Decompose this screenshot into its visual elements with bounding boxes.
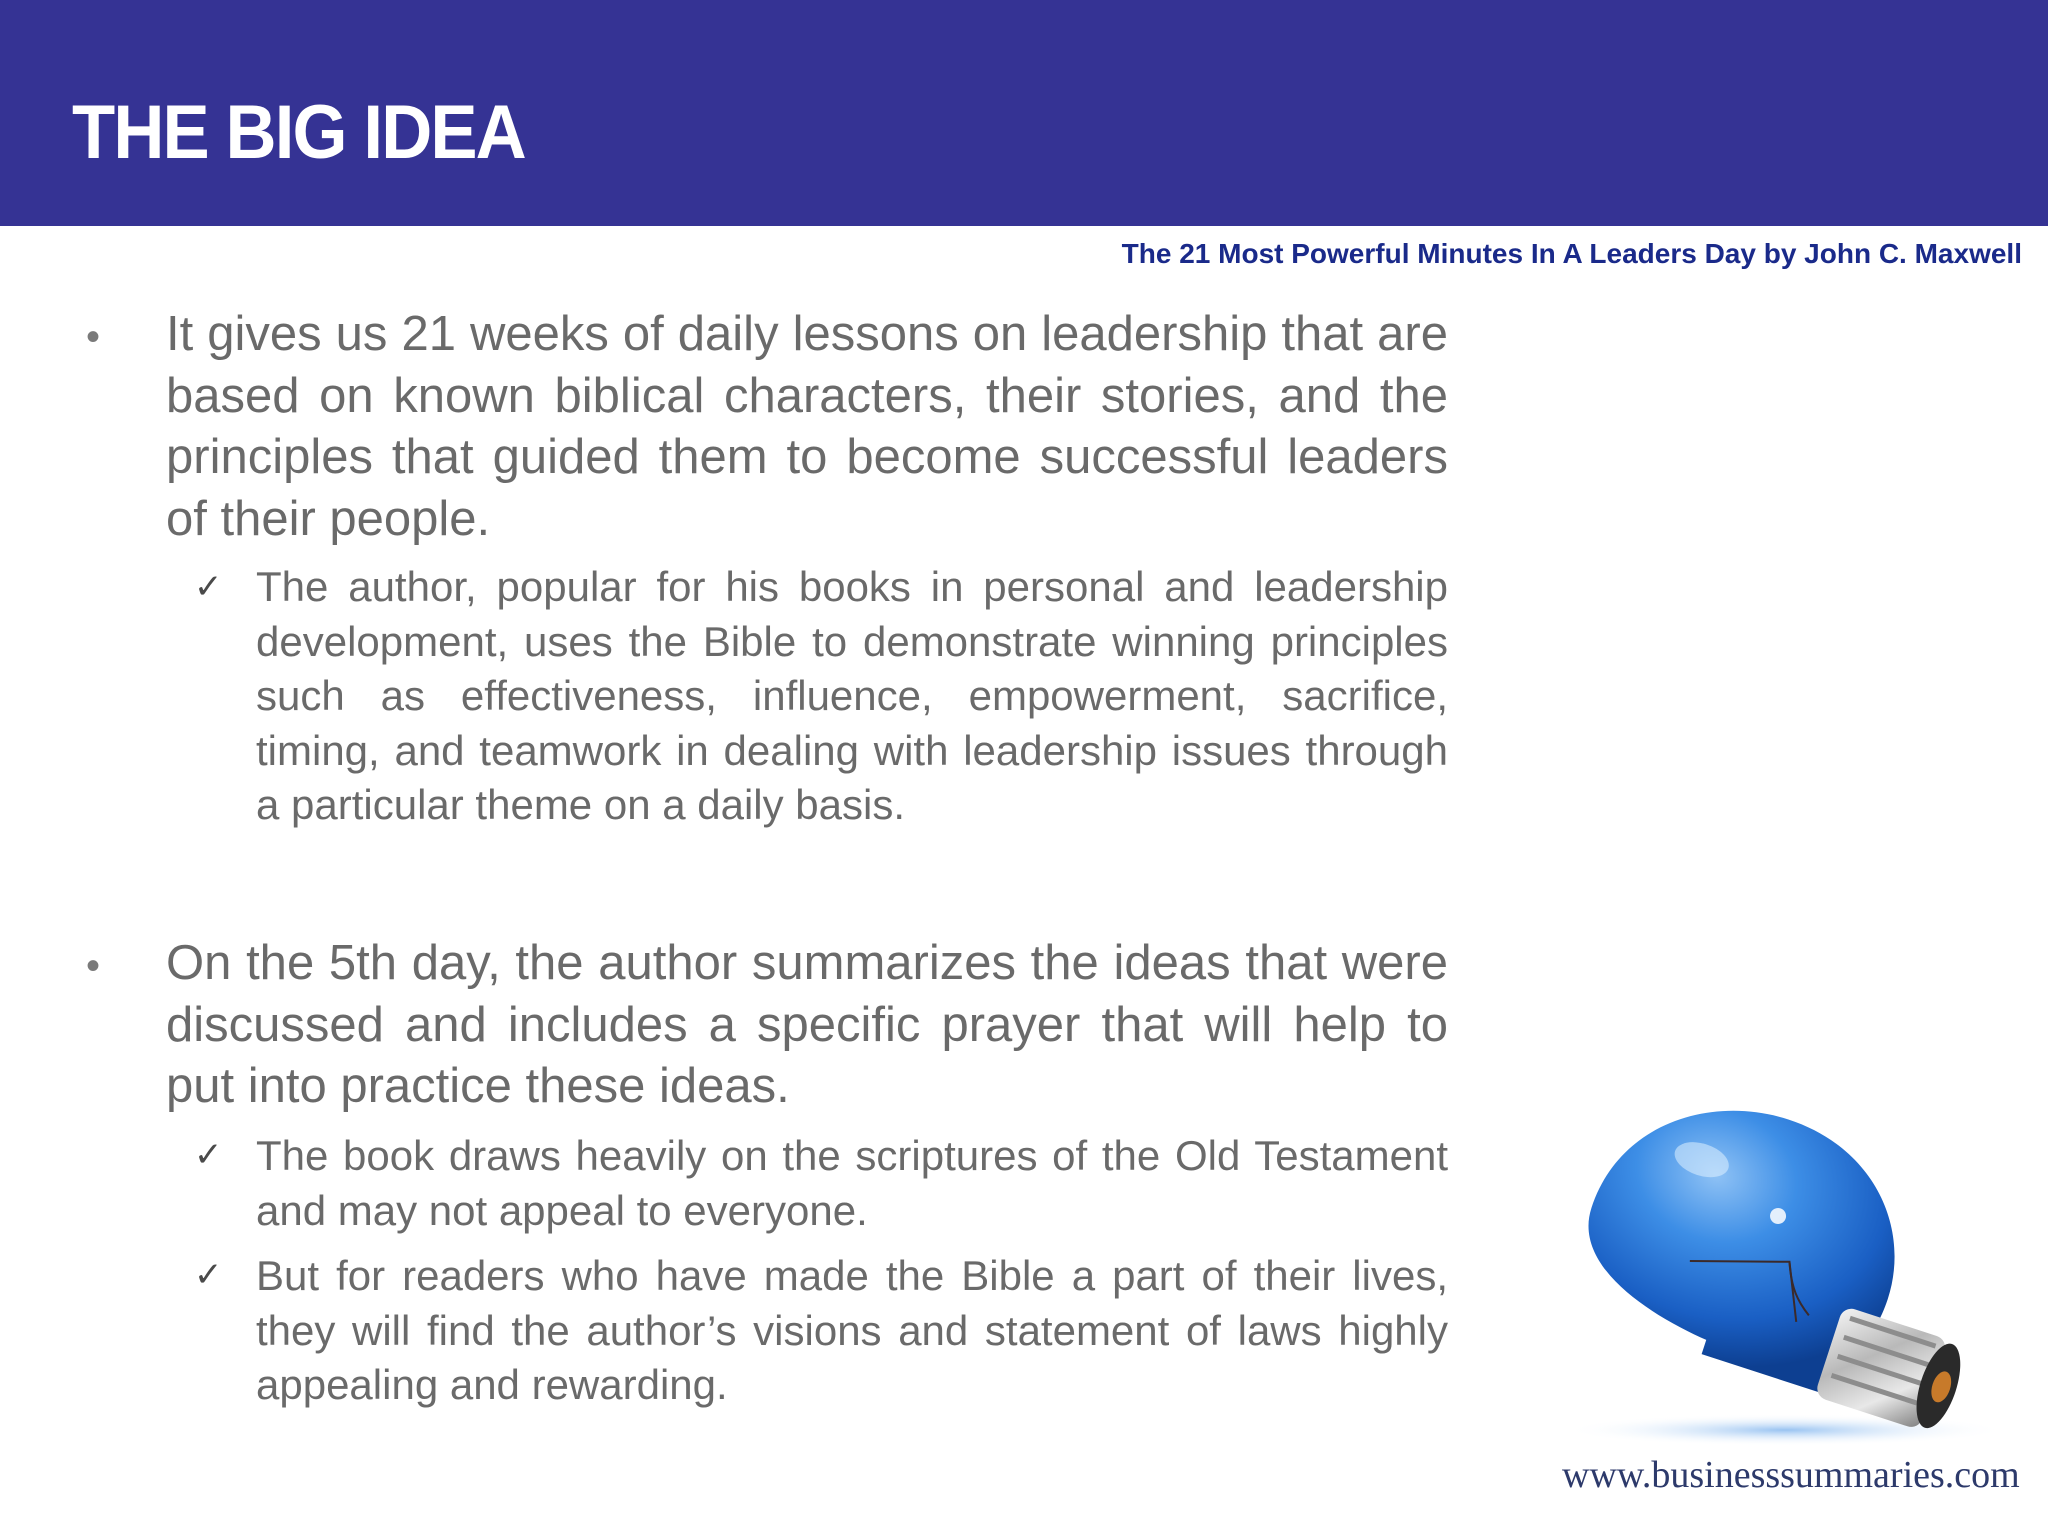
bullet-2-text: On the 5th day, the author summarizes the ideas that were discussed and includes a specific prayer that will help to put into practice these ideas. (166, 936, 1448, 1113)
bullet-1-subpoint-1: The author, popular for his books in personal and leadership development, uses the Bible to demonstrate winning principles such as effectiveness, influence, empowerment, sacrifice, timing, and teamwork in dealing with leadership issues through a particular theme on a daily basis. (256, 563, 1448, 828)
book-credit: The 21 Most Powerful Minutes In A Leaders Day by John C. Maxwell (1121, 238, 2022, 269)
bullet-1-text: It gives us 21 weeks of daily lessons on leadership that are based on known biblical characters, their stories, and the principles that guided them to become successful leaders of their people. (166, 307, 1448, 546)
bullet-2-subpoint-1: The book draws heavily on the scriptures of the Old Testament and may not appeal to everyone. (256, 1132, 1448, 1234)
check-marker: ✓ (194, 567, 223, 607)
light-bulb-icon (1540, 1100, 2030, 1450)
bullet-marker: • (86, 944, 101, 988)
website-url: www.businesssummaries.com (1562, 1454, 2020, 1496)
check-marker: ✓ (194, 1135, 223, 1175)
slide-title: THE BIG IDEA (72, 90, 525, 175)
check-marker: ✓ (194, 1255, 223, 1295)
bullet-marker: • (86, 315, 101, 359)
bullet-2-subpoint-2: But for readers who have made the Bible a part of their lives, they will find the author’s visions and statement of laws highly appealing and rewarding. (256, 1252, 1448, 1408)
